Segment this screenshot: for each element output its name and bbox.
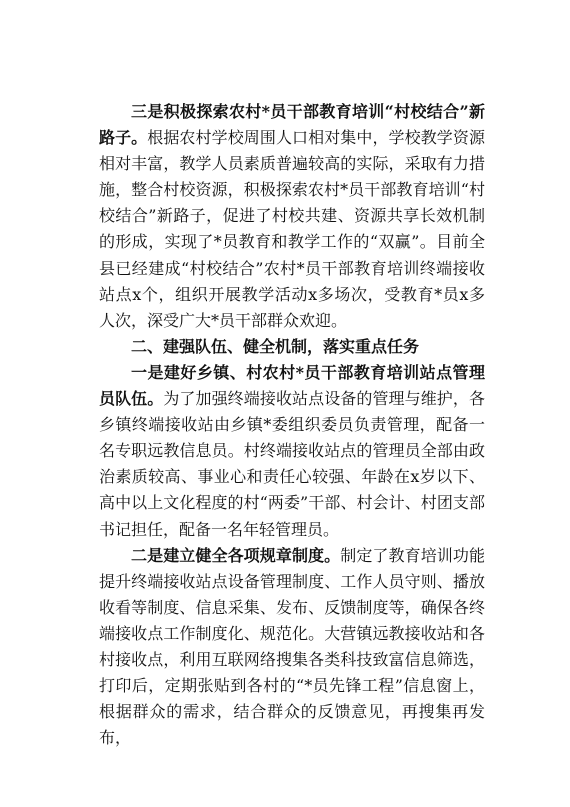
paragraph-lead-sentence: 二是建立健全各项规章制度。 bbox=[131, 545, 341, 565]
section-heading: 二、建强队伍、健全机制，落实重点任务 bbox=[131, 336, 420, 356]
document-body bbox=[99, 99, 485, 751]
paragraph-body-text: 根据农村学校周围人口相对集中，学校教学资源相对丰富，教学人员素质普遍较高的实际，采取有力措施，整合村校资源，积极探索农村*员干部教育培训“村校结合”新路子，促进了村校共建、资源共享长效机制的形成，实现了*员教育和教学工作的“双赢”。目前全县已经建成“村校结合”农村*员干部教育培训终端接收站点x个，组织开展教学活动x多场次，受教育*员x多人次，深受广大*员干部群众欢迎。 bbox=[99, 128, 485, 330]
paragraph-village-school-combination bbox=[99, 99, 485, 334]
paragraph-administrator-team bbox=[99, 360, 485, 543]
paragraph-body-text: 制定了教育培训功能提升终端接收站点设备管理制度、工作人员守则、播放收看等制度、信息采集、发布、反馈制度等，确保各终端接收点工作制度化、规范化。大营镇远教接收站和各村接收点，利用互联网络搜集各类科技致富信息筛选，打印后，定期张贴到各村的“*员先锋工程”信息窗上，根据群众的需求，结合群众的反馈意见，再搜集再发布， bbox=[99, 545, 485, 748]
paragraph-body-text: 为了加强终端接收站点设备的管理与维护，各乡镇终端接收站由乡镇*委组织委员负责管理，配备一名专职远教信息员。村终端接收站点的管理员全部由政治素质较高、事业心和责任心较强、年龄在x岁以下、高中以上文化程度的村“两委”干部、村会计、村团支部书记担任，配备一名年轻管理员。 bbox=[99, 389, 485, 539]
paragraph-rules-system bbox=[99, 543, 485, 752]
paragraph-lead-sentence: 一是建好乡镇、村农村*员干部教育培训站点管理员队伍。 bbox=[99, 362, 485, 409]
paragraph-lead-sentence: 三是积极探索农村*员干部教育培训“村校结合”新路子。 bbox=[99, 102, 485, 148]
